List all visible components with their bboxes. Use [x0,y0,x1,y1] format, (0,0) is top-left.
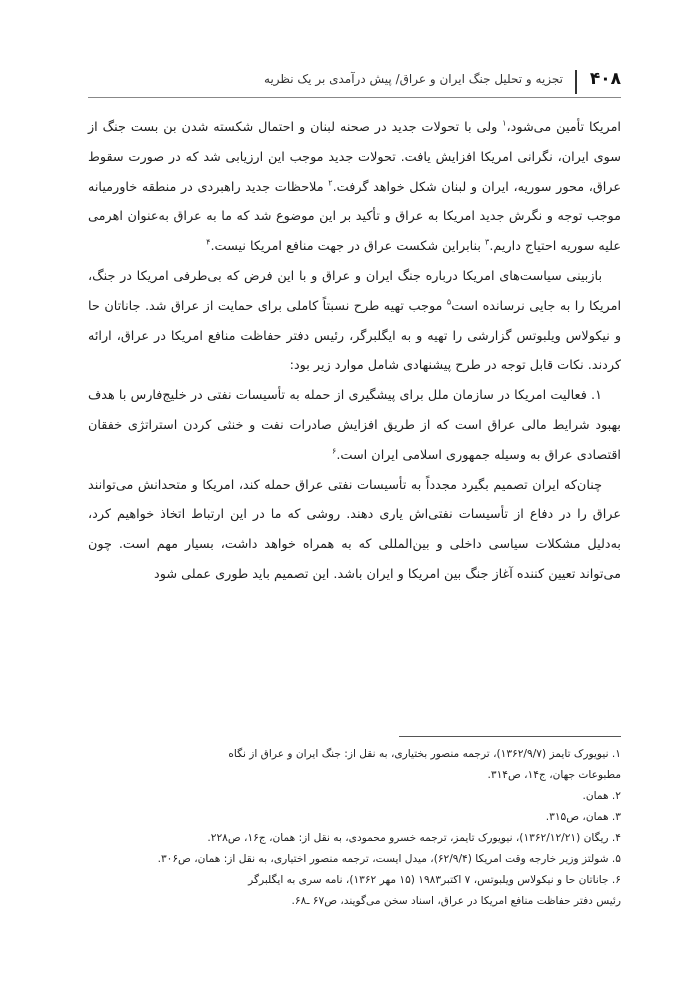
body-text [88,113,621,590]
footnote-line: ۳. همان، ص۳۱۵. [545,811,621,823]
header-rule [88,97,621,98]
paragraph-text: ولی با تحولات جدید در صحنه لبنان و احتمال شکسته شدن بن بست جنگ از سوی ایران، نگرانی امریکا افزایش یافت. تحولات جدید موجب این ارزیابی شد که در صورت سقوط عراق، محور سوریه، ایران و لبنان شکل خواهد گرفت. [88,120,621,195]
paragraph-text: امریکا تأمین می‌شود، [506,120,621,135]
paragraph-text: ۱. فعالیت امریکا در سازمان ملل برای پیشگیری از حمله به تأسیسات نفتی در خلیج‌فارس با هدف بهبود شرایط مالی عراق است که از طریق افزایش صادرات نفت و خنثی کردن استراتژی خفقان اقتصادی عراق به وسیله جمهوری اسلامی ایران است. [88,388,621,463]
footnote-line: ۲. همان. [582,790,621,802]
paragraph-text: چنان‌که ایران تصمیم بگیرد مجدداً به تأسیسات نفتی عراق حمله کند، امریکا و متحدانش می‌توانند عراق را در دفاع از تأسیسات نفتی‌اش یاری دهند. روشی که ما در این ارتباط اتخاذ خواهیم کرد، به‌دلیل مشکلات سیاسی داخلی و بین‌المللی که به همراه خواهد داشت، بسیار مهم است. چون می‌تواند تعیین کننده آغاز جنگ بین امریکا و ایران باشد. این تصمیم باید طوری عملی شود [88,477,621,582]
footnote-marker: ۵ [446,297,452,307]
footnote-marker: ۱ [502,118,507,128]
footnote-line: ۵. شولتز وزیر خارجه وقت امریکا (۶۲/۹/۴)، میدل ایست، ترجمه منصور اختیاری، به نقل از: همان، ص۳۰۶. [157,853,621,865]
footnote-line: ۱. نیویورک تایمز (۱۳۶۲/۹/۷)، ترجمه منصور بختیاری، به نقل از: جنگ ایران و عراق از نگاه [228,748,621,760]
footnote-line: مطبوعات جهان، ج۱۴، ص۳۱۴. [487,769,621,781]
footnote-line: ۴. ریگان (۱۳۶۲/۱۲/۲۱)، نیویورک تایمز، ترجمه خسرو محمودی، به نقل از: همان، ج۱۶، ص۲۲۸. [207,832,621,844]
footnotes [88,744,621,912]
header-divider [575,70,577,94]
footnote-marker: ۴ [206,237,211,247]
paragraph-text: بنابراین شکست عراق در جهت منافع امریکا نیست. [210,239,486,255]
page-number: ۴۰۸ [589,69,621,89]
footnote-line: رئیس دفتر حفاظت منافع امریکا در عراق، اسناد سخن می‌گویند، ص۶۷ ـ۶۸. [291,895,621,907]
running-title: تجزیه و تحلیل جنگ ایران و عراق/ پیش درآمدی بر یک نظریه [264,72,563,86]
footnote-line: ۶. جاناتان حا و نیکولاس ویلبوتس، ۷ اکتبر۱۹۸۳ (۱۵ مهر ۱۳۶۲)، نامه سری به ایگلبرگر [248,874,621,886]
footnote-separator [399,736,621,737]
paragraph-text: بازبینی سیاست‌های امریکا درباره جنگ ایران و عراق و با این فرض که بی‌طرفی امریکا در جنگ، امریکا را به جایی نرسانده است [88,268,621,314]
page-header [88,66,621,98]
footnote-marker: ۶ [332,446,337,456]
paragraph [88,471,621,590]
paragraph [88,381,621,470]
footnote-marker: ۲ [328,178,333,188]
paragraph-text: موجب تهیه طرح نسبتاً کاملی برای حمایت از عراق شد. جاناتان حا و نیکولاس ویلبوتس گزارشی را تهیه و به ایگلبرگر، رئیس دفتر حفاظت منافع امریکا در عراق، ارائه کردند. نکات قابل توجه در طرح پیشنهادی شامل موارد زیر بود: [88,298,621,374]
paragraph-text: ملاحظات جدید راهبردی در منطقه خاورمیانه موجب توجه و نگرش جدید امریکا به عراق و تأکید بر این موضوع شد که ما به عراق به‌عنوان اهرمی علیه سوریه احتیاج داریم. [88,179,621,255]
footnote-marker: ۳ [485,237,490,247]
paragraph [88,113,621,262]
paragraph [88,262,621,381]
